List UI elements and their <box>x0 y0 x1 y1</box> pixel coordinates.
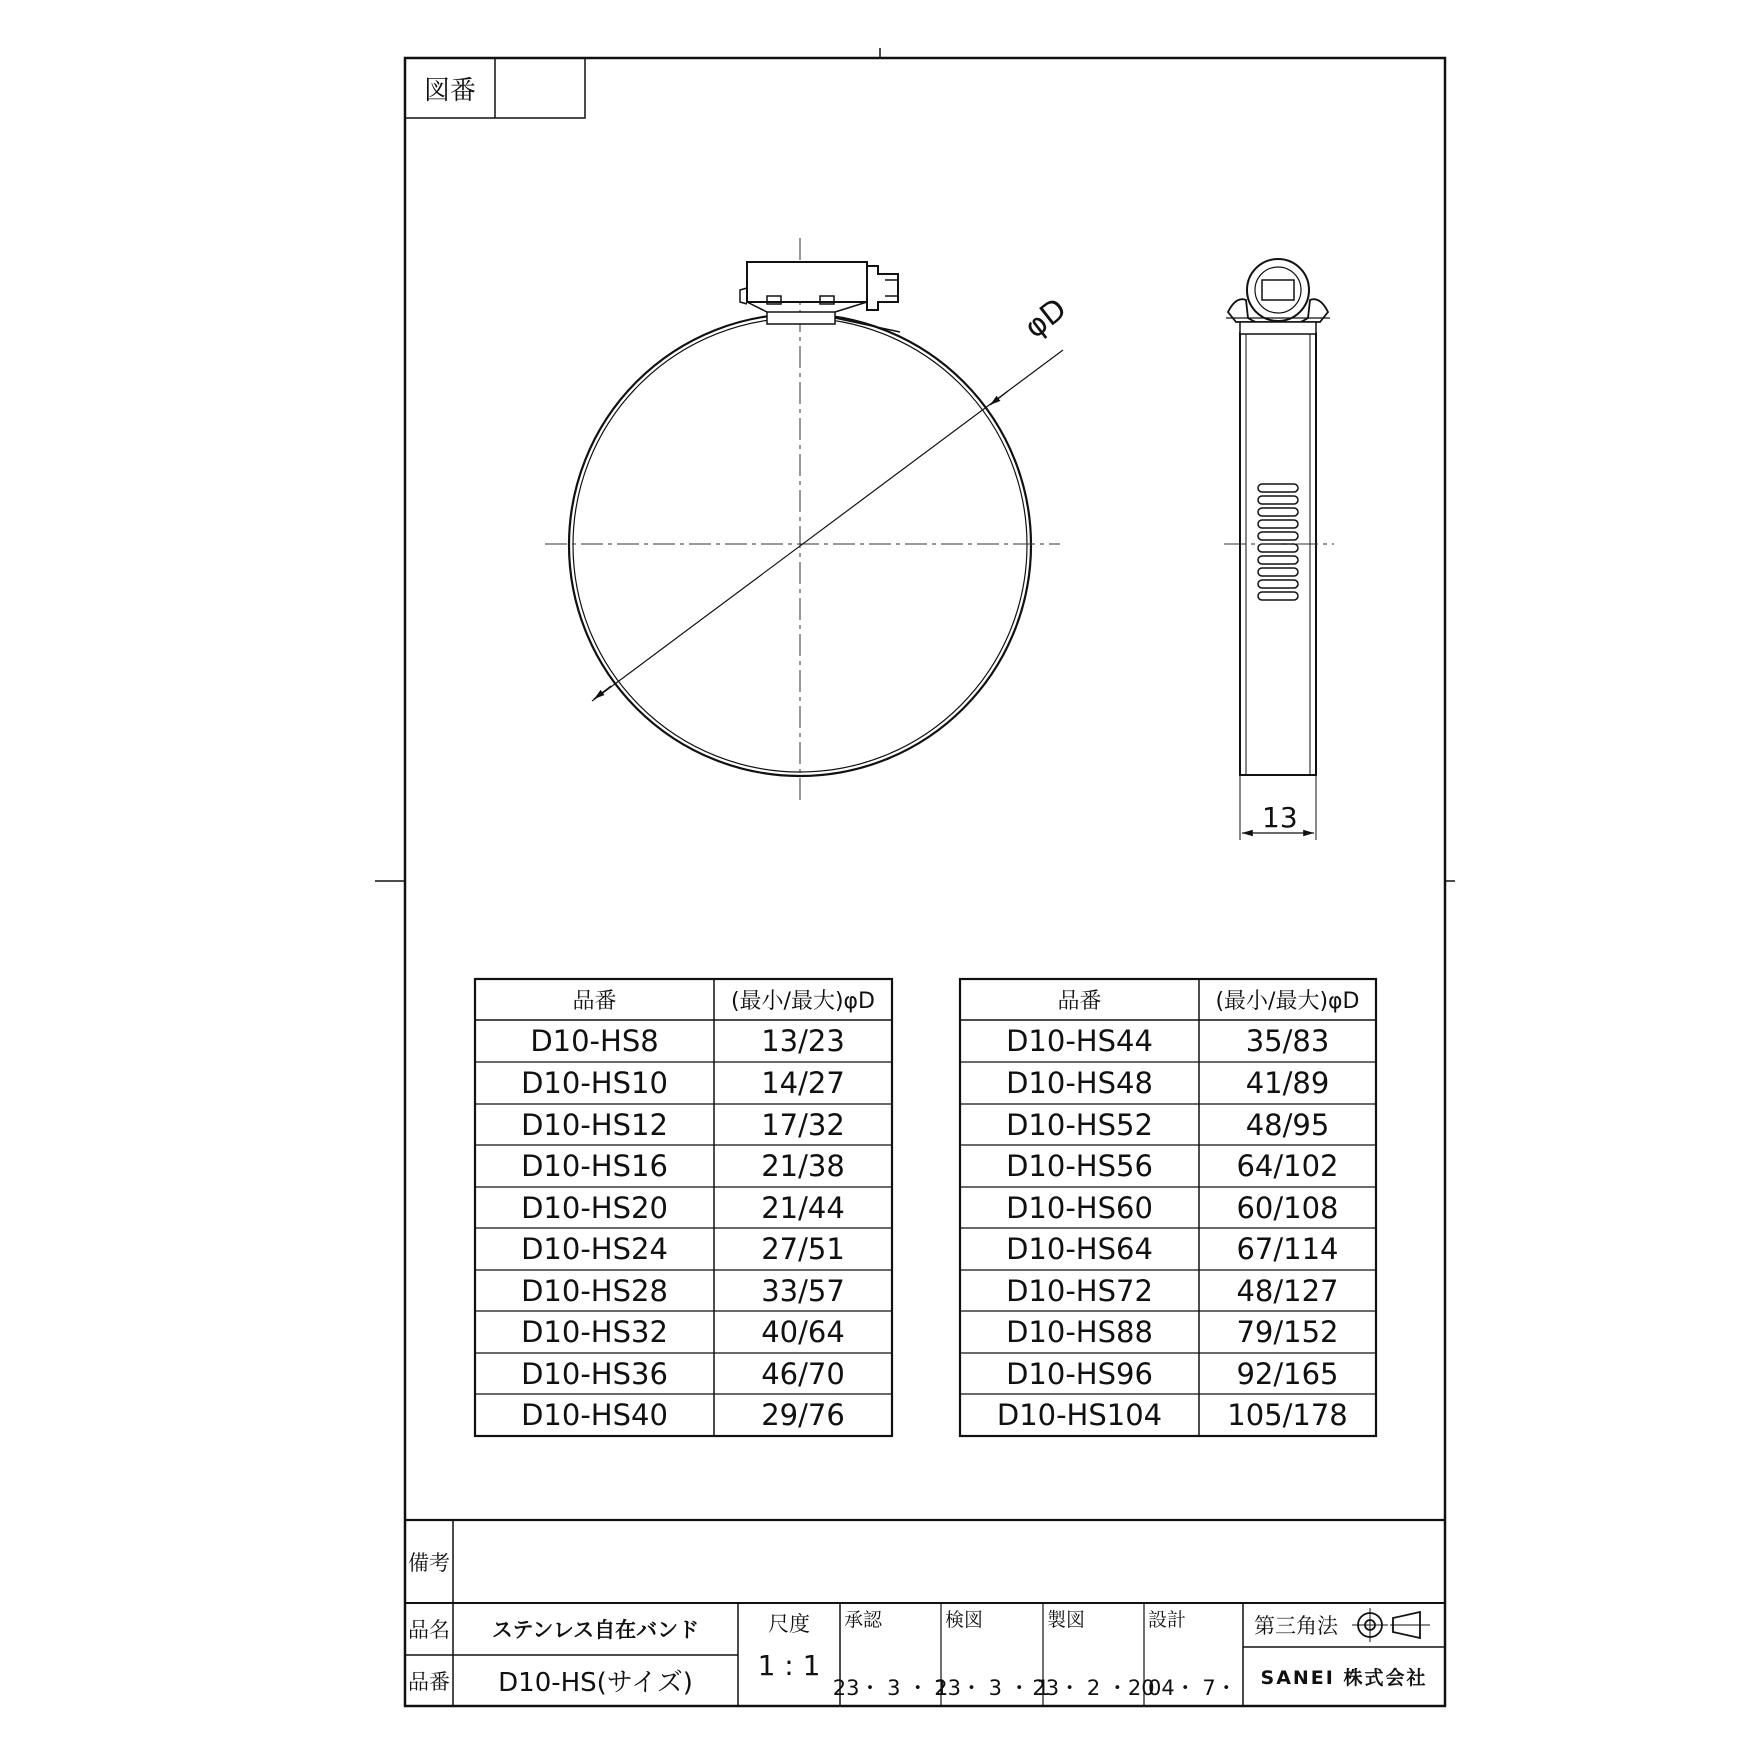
part-number-cell: D10-HS48 <box>1006 1066 1153 1100</box>
diameter-range-cell: 40/64 <box>761 1315 845 1349</box>
part-number-cell: D10-HS40 <box>521 1398 668 1432</box>
diameter-range-cell: 33/57 <box>761 1273 845 1308</box>
diameter-range-cell: 17/32 <box>761 1107 845 1142</box>
product-name: ステンレス自在バンド <box>491 1618 700 1642</box>
part-number-cell: D10-HS8 <box>530 1024 659 1058</box>
drafted-label: 製図 <box>1047 1609 1086 1631</box>
part-number-cell: D10-HS56 <box>1006 1149 1153 1183</box>
diameter-range-cell: 67/114 <box>1236 1232 1339 1266</box>
part-number-cell: D10-HS24 <box>521 1232 668 1266</box>
diameter-range-cell: 48/127 <box>1236 1273 1339 1308</box>
part-number-cell: D10-HS52 <box>1006 1107 1153 1142</box>
part-number-label: 品番 <box>408 1669 450 1694</box>
width-label: 13 <box>1262 801 1298 834</box>
diameter-range-cell: 64/102 <box>1236 1149 1339 1183</box>
part-number-cell: D10-HS32 <box>521 1315 668 1349</box>
part-number-cell: D10-HS12 <box>521 1107 668 1142</box>
check-label: 検図 <box>945 1609 984 1631</box>
diameter-range-cell: 105/178 <box>1227 1398 1348 1432</box>
part-number: D10-HS(サイズ) <box>498 1668 693 1698</box>
third-angle-projection-icon <box>1352 1608 1430 1642</box>
part-number-cell: D10-HS64 <box>1006 1232 1153 1266</box>
remarks-label: 備考 <box>408 1550 450 1575</box>
part-number-cell: D10-HS20 <box>521 1190 668 1225</box>
diameter-range-cell: 60/108 <box>1236 1190 1339 1225</box>
diameter-range-cell: 21/38 <box>761 1149 845 1183</box>
diameter-range-cell: 35/83 <box>1245 1024 1330 1058</box>
front-view <box>545 238 1063 802</box>
band-side <box>1240 333 1316 775</box>
product-name-label: 品名 <box>408 1618 450 1642</box>
approval-date: 23・ 3 ・ 1 <box>832 1676 949 1700</box>
worm-slots <box>1258 484 1298 600</box>
diameter-range-cell: 27/51 <box>761 1232 845 1266</box>
part-number-cell: D10-HS104 <box>996 1398 1163 1432</box>
diameter-range-cell: 14/27 <box>761 1066 845 1100</box>
diameter-range-cell: 29/76 <box>761 1398 845 1432</box>
screw-housing <box>747 262 867 302</box>
table-header-part-no: 品番 <box>1057 989 1102 1014</box>
side-view <box>1224 259 1334 840</box>
drawing-number-value <box>495 58 585 118</box>
approval-label: 承認 <box>844 1609 883 1631</box>
drafted-date: 23・ 2 ・20 <box>1032 1676 1155 1700</box>
part-number-cell: D10-HS72 <box>1006 1273 1153 1308</box>
diameter-range-cell: 13/23 <box>761 1024 845 1058</box>
company-name: SANEI 株式会社 <box>1260 1667 1428 1689</box>
scale-label: 尺度 <box>768 1612 810 1636</box>
part-number-cell: D10-HS10 <box>521 1066 668 1100</box>
scale-value: 1 : 1 <box>757 1648 821 1682</box>
part-number-cell: D10-HS60 <box>1006 1190 1153 1225</box>
projection-label: 第三角法 <box>1254 1614 1338 1638</box>
part-number-cell: D10-HS88 <box>1006 1315 1153 1349</box>
part-number-cell: D10-HS16 <box>521 1149 668 1183</box>
diameter-range-cell: 92/165 <box>1236 1356 1339 1391</box>
table-header-diameter: (最小/最大)φD <box>1215 989 1360 1014</box>
part-number-cell: D10-HS28 <box>521 1273 668 1308</box>
diameter-label: φD <box>1018 291 1074 346</box>
diameter-range-cell: 48/95 <box>1245 1107 1330 1142</box>
table-header-part-no: 品番 <box>572 989 617 1014</box>
check-date: 23・ 3 ・ 1 <box>934 1676 1050 1700</box>
part-number-cell: D10-HS36 <box>521 1356 668 1391</box>
design-date: 04・ 7・ <box>1148 1676 1237 1700</box>
drawing-number-label: 図番 <box>423 75 476 106</box>
diameter-range-cell: 21/44 <box>761 1190 845 1225</box>
diameter-range-cell: 46/70 <box>761 1356 845 1391</box>
diameter-range-cell: 79/152 <box>1236 1315 1339 1349</box>
part-number-cell: D10-HS96 <box>1006 1356 1153 1391</box>
table-header-diameter: (最小/最大)φD <box>730 989 876 1014</box>
design-label: 設計 <box>1148 1609 1187 1631</box>
diameter-range-cell: 41/89 <box>1245 1066 1330 1100</box>
part-number-cell: D10-HS44 <box>1006 1024 1153 1058</box>
